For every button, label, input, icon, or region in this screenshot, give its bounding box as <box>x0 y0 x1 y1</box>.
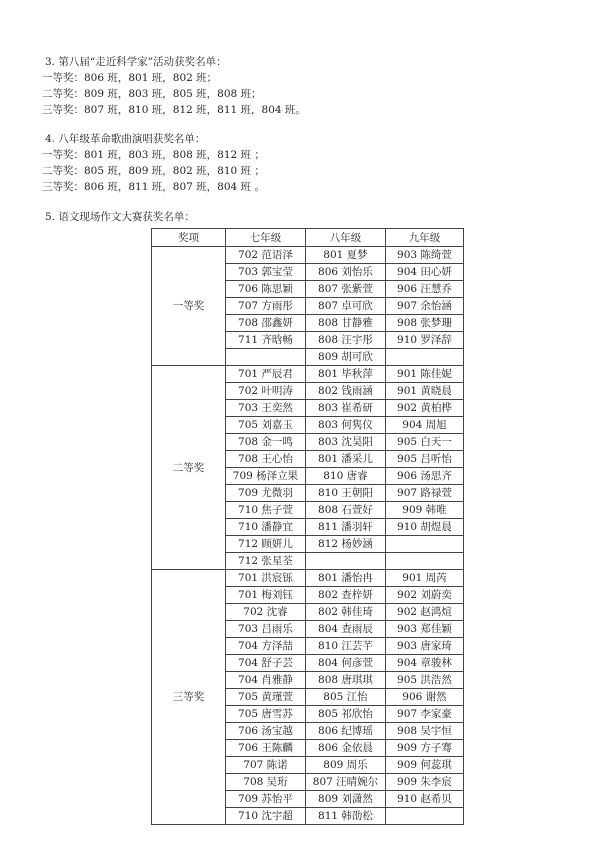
grade9-cell: 908 张梦珊 <box>386 315 464 332</box>
grade9-cell: 901 陈佳妮 <box>386 366 464 383</box>
grade8-cell <box>306 553 386 570</box>
grade8-cell: 804 何彦萱 <box>306 655 386 672</box>
grade7-cell: 705 黄瑾萱 <box>226 689 306 706</box>
grade9-cell: 901 黄晓晨 <box>386 383 464 400</box>
grade9-cell: 907 李家豪 <box>386 706 464 723</box>
grade7-cell <box>226 349 306 366</box>
table-row <box>152 366 464 383</box>
grade8-cell: 810 江芸芊 <box>306 638 386 655</box>
grade8-cell: 803 何隽仪 <box>306 417 386 434</box>
grade8-cell: 801 夏梦 <box>306 247 386 264</box>
grade8-cell: 806 金依晨 <box>306 740 386 757</box>
grade7-cell: 704 肖雅静 <box>226 672 306 689</box>
second-prize-line: 二等奖：809 班，803 班，805 班，808 班； <box>42 88 262 100</box>
grade8-cell: 802 钱雨涵 <box>306 383 386 400</box>
grade9-cell: 909 朱李宸 <box>386 774 464 791</box>
grade9-cell: 910 赵希贝 <box>386 791 464 808</box>
prize-level-cell: 一等奖 <box>152 247 226 366</box>
grade7-cell: 702 叶明涛 <box>226 383 306 400</box>
grade9-cell <box>386 536 464 553</box>
grade7-cell: 708 金一鸣 <box>226 434 306 451</box>
grade7-cell: 705 刘嘉玉 <box>226 417 306 434</box>
grade8-cell: 808 石萱好 <box>306 502 386 519</box>
section-essay-contest <box>42 209 195 225</box>
grade8-cell: 809 胡可欣 <box>306 349 386 366</box>
grade9-cell: 901 周芮 <box>386 570 464 587</box>
grade9-cell: 902 黄柏桦 <box>386 400 464 417</box>
grade8-cell: 802 韩佳琦 <box>306 604 386 621</box>
grade9-cell: 907 余怡涵 <box>386 298 464 315</box>
grade7-cell: 701 严辰君 <box>226 366 306 383</box>
grade7-cell: 708 邵鑫妍 <box>226 315 306 332</box>
grade7-cell: 712 顾妍儿 <box>226 536 306 553</box>
grade7-cell: 706 陈思颖 <box>226 281 306 298</box>
table-row <box>152 570 464 587</box>
grade7-cell: 710 沈宇超 <box>226 808 306 825</box>
grade8-cell: 806 纪博瑶 <box>306 723 386 740</box>
grade7-cell: 712 张星荃 <box>226 553 306 570</box>
prize-level-cell: 二等奖 <box>152 366 226 570</box>
section-science-activity <box>42 54 306 118</box>
grade8-cell: 808 唐琪琪 <box>306 672 386 689</box>
grade7-cell: 701 洪宸铄 <box>226 570 306 587</box>
grade7-cell: 702 范语泽 <box>226 247 306 264</box>
grade7-cell: 704 方泽喆 <box>226 638 306 655</box>
grade8-cell: 809 周乐 <box>306 757 386 774</box>
grade9-cell: 910 胡煜晨 <box>386 519 464 536</box>
grade9-cell: 902 刘蔚奕 <box>386 587 464 604</box>
grade9-cell: 909 何蕊琪 <box>386 757 464 774</box>
grade8-cell: 808 甘静雅 <box>306 315 386 332</box>
grade8-cell: 804 查雨辰 <box>306 621 386 638</box>
header-prize: 奖项 <box>152 229 226 247</box>
header-grade7: 七年级 <box>226 229 306 247</box>
grade7-cell: 706 汤宝越 <box>226 723 306 740</box>
grade7-cell: 708 吴珩 <box>226 774 306 791</box>
grade7-cell: 709 苏怡平 <box>226 791 306 808</box>
grade8-cell: 807 汪晴婉尔 <box>306 774 386 791</box>
grade7-cell: 703 王奕然 <box>226 400 306 417</box>
grade9-cell: 905 洪浩然 <box>386 672 464 689</box>
first-prize-line: 一等奖：806 班，801 班，802 班； <box>42 72 218 84</box>
grade7-cell: 710 焦子萱 <box>226 502 306 519</box>
grade9-cell: 905 白天一 <box>386 434 464 451</box>
grade8-cell: 811 潘羽轩 <box>306 519 386 536</box>
third-prize-line: 三等奖：807 班，810 班，812 班，811 班，804 班。 <box>42 104 306 116</box>
grade8-cell: 806 刘怡乐 <box>306 264 386 281</box>
second-prize-line: 二等奖：805 班，809 班，802 班，810 班 ； <box>42 165 265 177</box>
grade7-cell: 703 吕雨乐 <box>226 621 306 638</box>
header-grade8: 八年级 <box>306 229 386 247</box>
grade7-cell: 702 沈睿 <box>226 604 306 621</box>
grade9-cell: 903 唐家琦 <box>386 638 464 655</box>
grade9-cell: 905 吕听怡 <box>386 451 464 468</box>
grade8-cell: 801 潘怡冉 <box>306 570 386 587</box>
award-table-body <box>152 247 464 825</box>
section-title: 4. 八年级革命歌曲演唱获奖名单： <box>45 133 206 145</box>
grade9-cell: 903 郑佳颖 <box>386 621 464 638</box>
grade8-cell: 810 唐睿 <box>306 468 386 485</box>
grade9-cell: 906 汪慧乔 <box>386 281 464 298</box>
third-prize-line: 三等奖：806 班，811 班，807 班，804 班 。 <box>42 181 265 193</box>
grade8-cell: 805 祁欣怡 <box>306 706 386 723</box>
table-row <box>152 247 464 264</box>
grade8-cell: 805 江怡 <box>306 689 386 706</box>
grade7-cell: 704 舒子芸 <box>226 655 306 672</box>
award-table <box>151 228 464 825</box>
grade7-cell: 709 杨泽立果 <box>226 468 306 485</box>
grade9-cell: 909 韩唯 <box>386 502 464 519</box>
section-song-contest <box>42 131 265 195</box>
grade8-cell: 801 毕秋萍 <box>306 366 386 383</box>
grade9-cell <box>386 553 464 570</box>
header-grade9: 九年级 <box>386 229 464 247</box>
grade8-cell: 811 韩劭松 <box>306 808 386 825</box>
table-header-row <box>152 229 464 247</box>
grade7-cell: 705 唐雪苏 <box>226 706 306 723</box>
grade9-cell: 904 章骏林 <box>386 655 464 672</box>
grade7-cell: 706 王陈麟 <box>226 740 306 757</box>
grade9-cell: 906 谢然 <box>386 689 464 706</box>
grade9-cell: 908 吴宇恒 <box>386 723 464 740</box>
grade8-cell: 808 汪宇彤 <box>306 332 386 349</box>
grade8-cell: 807 卓可欣 <box>306 298 386 315</box>
grade9-cell: 903 陈绮萱 <box>386 247 464 264</box>
grade9-cell: 904 周旭 <box>386 417 464 434</box>
grade9-cell: 909 方子骞 <box>386 740 464 757</box>
grade7-cell: 703 郭宝莹 <box>226 264 306 281</box>
grade7-cell: 701 梅刘钰 <box>226 587 306 604</box>
grade7-cell: 708 王心怡 <box>226 451 306 468</box>
grade8-cell: 803 崔希研 <box>306 400 386 417</box>
grade9-cell: 906 汤思齐 <box>386 468 464 485</box>
grade8-cell: 801 潘采儿 <box>306 451 386 468</box>
grade9-cell: 910 罗泽辞 <box>386 332 464 349</box>
grade7-cell: 710 潘静宜 <box>226 519 306 536</box>
grade8-cell: 807 张紫萱 <box>306 281 386 298</box>
section-title: 3. 第八届“走近科学家”活动获奖名单： <box>45 56 227 68</box>
grade7-cell: 707 方雨彤 <box>226 298 306 315</box>
grade8-cell: 810 王朝阳 <box>306 485 386 502</box>
first-prize-line: 一等奖：801 班，803 班，808 班，812 班 ； <box>42 149 265 161</box>
grade8-cell: 803 沈昊阳 <box>306 434 386 451</box>
grade9-cell: 907 路禄萱 <box>386 485 464 502</box>
grade9-cell <box>386 808 464 825</box>
grade8-cell: 812 杨妙涵 <box>306 536 386 553</box>
grade7-cell: 707 陈诺 <box>226 757 306 774</box>
grade9-cell <box>386 349 464 366</box>
grade9-cell: 904 田心妍 <box>386 264 464 281</box>
prize-level-cell: 三等奖 <box>152 570 226 825</box>
grade9-cell: 902 赵鸿煊 <box>386 604 464 621</box>
grade8-cell: 802 查梓妍 <box>306 587 386 604</box>
grade8-cell: 809 刘潇然 <box>306 791 386 808</box>
section-title: 5. 语文现场作文大赛获奖名单： <box>45 211 195 223</box>
grade7-cell: 711 齐晗畅 <box>226 332 306 349</box>
grade7-cell: 709 尤微羽 <box>226 485 306 502</box>
